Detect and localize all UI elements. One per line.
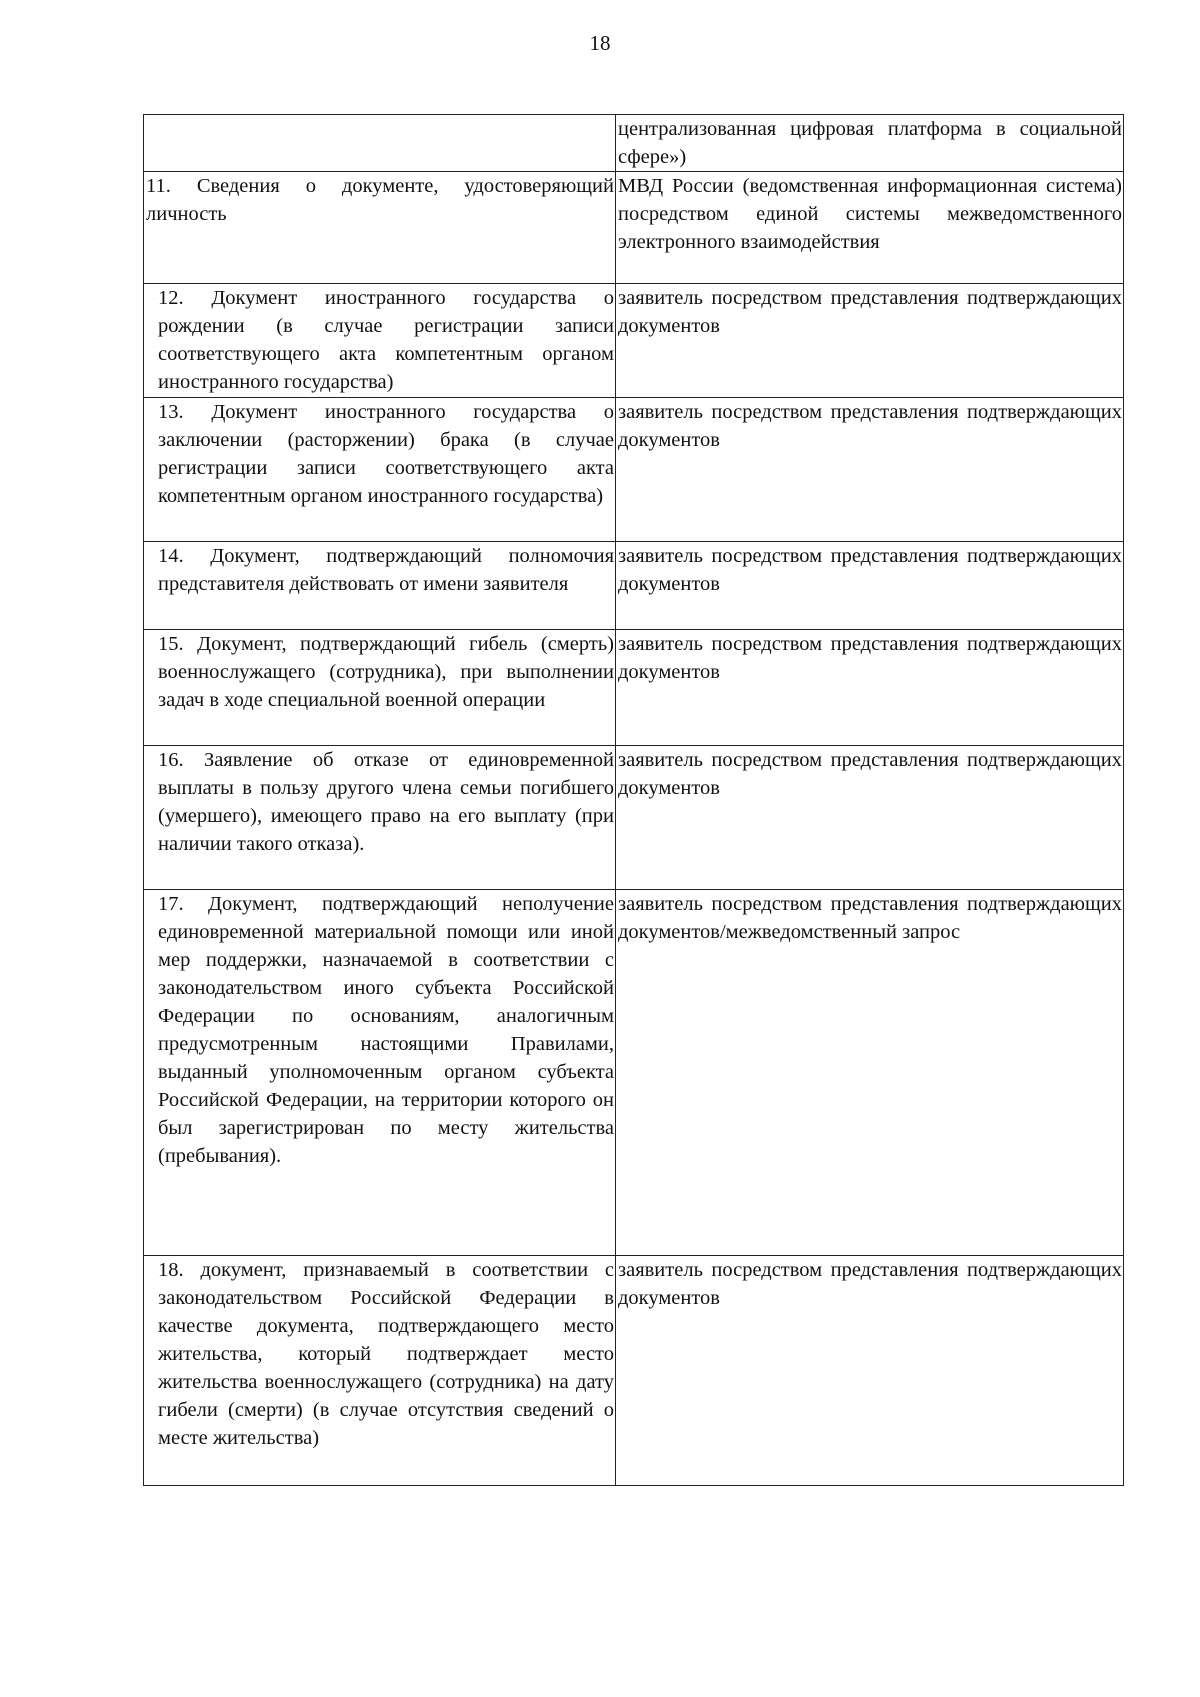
document-name-cell: 14. Документ, подтверждающий полномочия представителя действовать от имени заявителя (144, 542, 616, 630)
table-row (144, 284, 1124, 398)
table-row (144, 746, 1124, 890)
table-row (144, 115, 1124, 172)
source-cell: централизованная цифровая платформа в социальной сфере») (616, 115, 1124, 172)
documents-table (143, 114, 1124, 1486)
source-cell: заявитель посредством представления подтверждающих документов (616, 398, 1124, 542)
source-cell: заявитель посредством представления подтверждающих документов (616, 746, 1124, 890)
table-row (144, 172, 1124, 284)
document-name-cell: 17. Документ, подтверждающий неполучение единовременной материальной помощи или иной мер поддержки, назначаемой в соответствии с законодательством иного субъекта Российской Федерации по основаниям, аналогичным предусмотренным настоящими Правилами, выданный уполномоченным органом субъекта Российской Федерации, на территории которого он был зарегистрирован по месту жительства (пребывания). (144, 890, 616, 1256)
document-name-cell: 12. Документ иностранного государства о рождении (в случае регистрации записи соответствующего акта компетентным органом иностранного государства) (144, 284, 616, 398)
source-cell: заявитель посредством представления подтверждающих документов (616, 284, 1124, 398)
document-name-cell: 16. Заявление об отказе от единовременной выплаты в пользу другого члена семьи погибшего (умершего), имеющего право на его выплату (при наличии такого отказа). (144, 746, 616, 890)
table-row (144, 398, 1124, 542)
document-name-cell (144, 115, 616, 172)
document-name-cell: 15. Документ, подтверждающий гибель (смерть) военнослужащего (сотрудника), при выполнении задач в ходе специальной военной операции (144, 630, 616, 746)
table-row (144, 890, 1124, 1256)
source-cell: заявитель посредством представления подтверждающих документов (616, 1256, 1124, 1486)
table-row (144, 542, 1124, 630)
source-cell: заявитель посредством представления подтверждающих документов (616, 542, 1124, 630)
source-cell: МВД России (ведомственная информационная система) посредством единой системы межведомственного электронного взаимодействия (616, 172, 1124, 284)
table-row (144, 630, 1124, 746)
table-row (144, 1256, 1124, 1486)
source-cell: заявитель посредством представления подтверждающих документов/межведомственный запрос (616, 890, 1124, 1256)
document-name-cell: 18. документ, признаваемый в соответствии с законодательством Российской Федерации в качестве документа, подтверждающего место жительства, который подтверждает место жительства военнослужащего (сотрудника) на дату гибели (смерти) (в случае отсутствия сведений о месте жительства) (144, 1256, 616, 1486)
document-name-cell: 13. Документ иностранного государства о заключении (расторжении) брака (в случае регистрации записи соответствующего акта компетентным органом иностранного государства) (144, 398, 616, 542)
source-cell: заявитель посредством представления подтверждающих документов (616, 630, 1124, 746)
page-number: 18 (589, 31, 611, 55)
document-name-cell: 11. Сведения о документе, удостоверяющий личность (144, 172, 616, 284)
